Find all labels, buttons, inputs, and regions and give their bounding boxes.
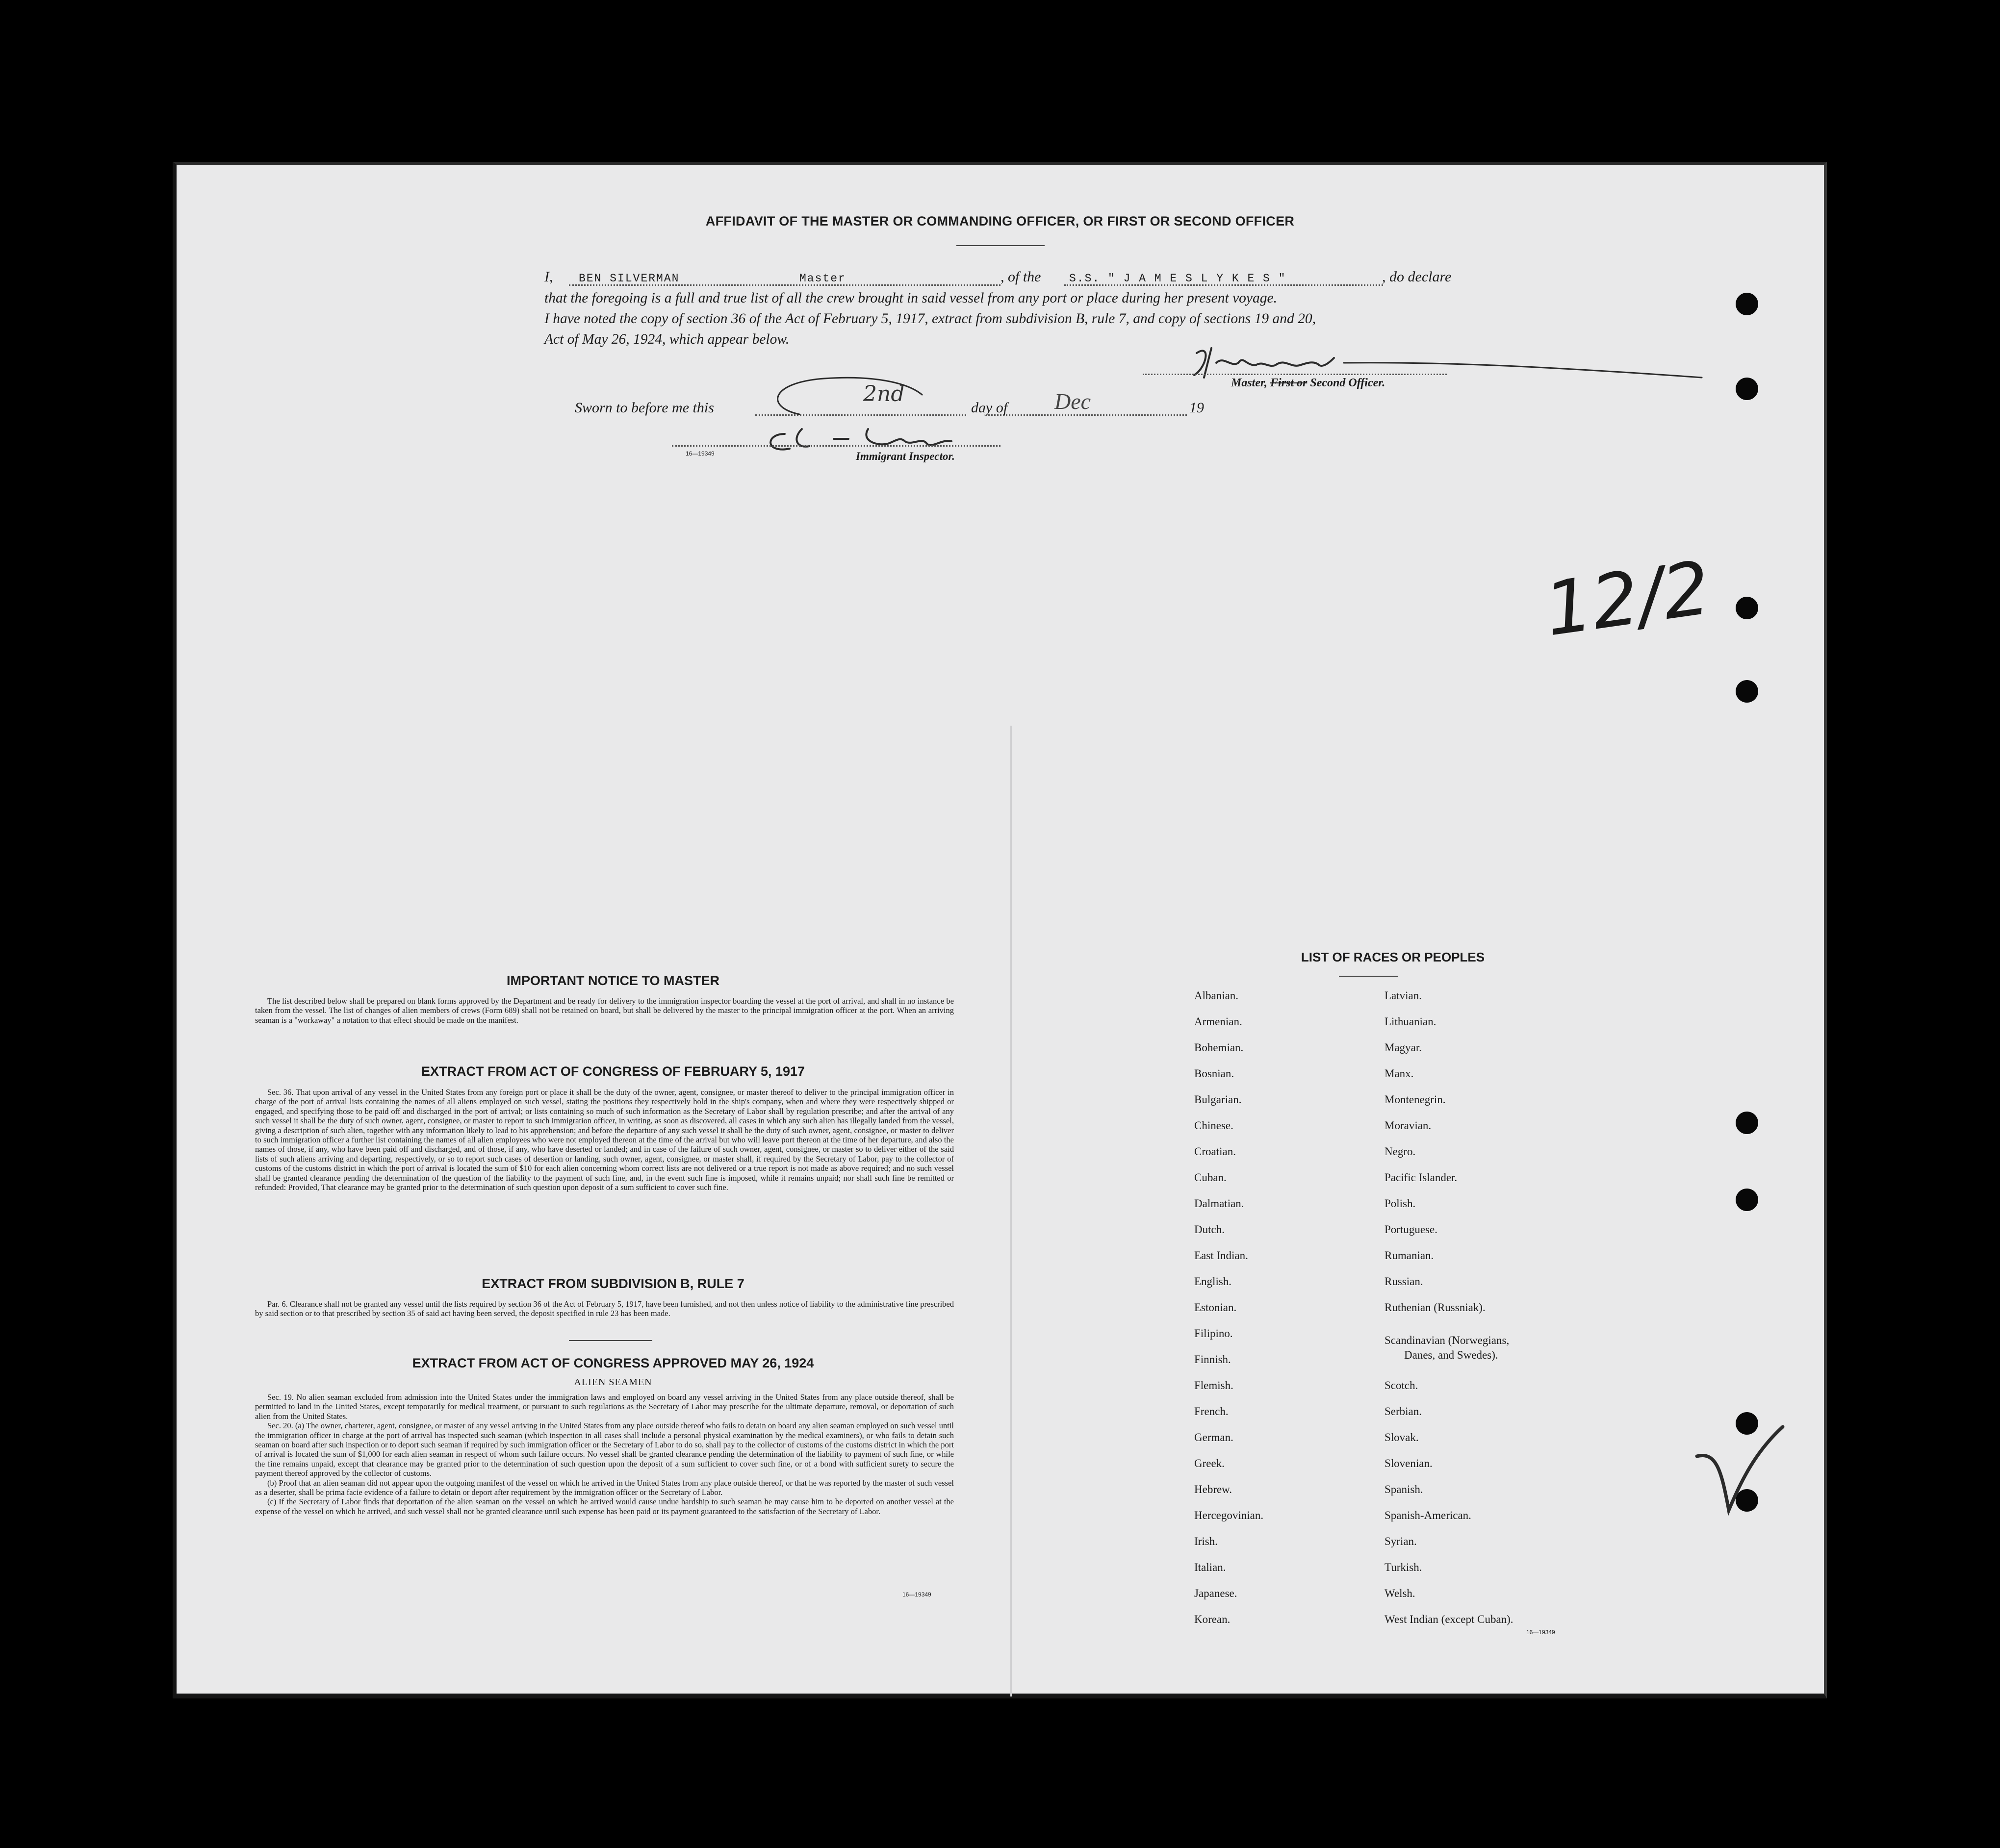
race-item: Magyar. <box>1385 1041 1422 1054</box>
race-item: Korean. <box>1194 1613 1231 1625</box>
rule-7-title: EXTRACT FROM SUBDIVISION B, RULE 7 <box>482 1276 744 1291</box>
race-item: Serbian. <box>1385 1405 1422 1418</box>
race-item: Albanian. <box>1194 989 1239 1002</box>
race-item: Syrian. <box>1385 1535 1417 1547</box>
sec-36-paragraph: Sec. 36. That upon arrival of any vessel in the United States from any foreign port or place it shall be the duty of the owner, agent, consignee, or master thereof to deliver to the principal immigration officer in charge of the port of arrival lists containing the names of all aliens employed on such vessel, stating the positions they respectively hold in the ship's company, when and where they were respectively shipped or engaged, and specifying those to be paid off and discharged in the port of arrival; or lists containing so much of such information as the Secretary of Labor shall by regulation prescribe; and after the arrival of any such vessel it shall be the duty of such owner, agent, consignee, or master to report to such immigration officer, in writing, as soon as discovered, all cases in which any such alien has illegally landed from the vessel, giving a description of such alien, together with any information likely to lead to his apprehension; and before the departure of any such vessel it shall be the duty of such owner, agent, consignee, or master to deliver to such immigration officer a further list containing the names of all alien employees who were not employed thereon at the time of the arrival but who will leave port thereon at the time of her departure, and also the names of those, if any, who have been paid off and discharged, and of those, if any, who have deserted or landed; and in case of the failure of such owner, agent, consignee, or master so to deliver either of the said lists of such aliens arriving and departing, respectively, or so to report such cases of desertion or landing, such owner, agent, consignee, or master shall, if required by the Secretary of Labor, pay to the collector of customs of the customs district in which the port of arrival is located the sum of $10 for each alien concerning whom correct lists are not delivered or a true report is not made as above required; and no such vessel shall be granted clearance pending the determination of the question of the liability to the payment of such fine, and, in the event such fine is imposed, while it remains unpaid; nor shall such fine be remitted or refunded: Provided, That clearance may be granted prior to the determination of such question upon deposit of a sum sufficient to cover such fine. <box>255 1088 954 1192</box>
race-item: East Indian. <box>1194 1249 1248 1262</box>
race-item: Croatian. <box>1194 1145 1236 1158</box>
race-item: French. <box>1194 1405 1229 1418</box>
race-item: Finnish. <box>1194 1353 1231 1366</box>
punch-hole <box>1736 1112 1758 1134</box>
notice-title: IMPORTANT NOTICE TO MASTER <box>507 973 719 988</box>
race-item: Turkish. <box>1385 1561 1422 1573</box>
race-item: Hebrew. <box>1194 1483 1232 1495</box>
extract-1917-text <box>255 1088 954 1192</box>
race-item: Slovak. <box>1385 1431 1419 1443</box>
day-of-text: day of <box>971 400 1008 416</box>
race-item: Slovenian. <box>1385 1457 1433 1469</box>
race-item: Greek. <box>1194 1457 1225 1469</box>
extract-1917-title: EXTRACT FROM ACT OF CONGRESS OF FEBRUARY 5, 1917 <box>421 1064 805 1079</box>
signature-line <box>1143 374 1447 375</box>
race-item: Russian. <box>1385 1275 1423 1288</box>
race-item: Bosnian. <box>1194 1067 1234 1080</box>
affidavit-form-number: 16—19349 <box>686 450 715 457</box>
vessel-name: S.S. " J A M E S L Y K E S " <box>1069 272 1286 285</box>
race-item: Dalmatian. <box>1194 1197 1244 1210</box>
affidavit-title: AFFIDAVIT OF THE MASTER OR COMMANDING OFFICER, OR FIRST OR SECOND OFFICER <box>705 214 1295 228</box>
inspector-line <box>672 445 1000 447</box>
master-rank: Master <box>799 272 846 285</box>
vessel-line <box>1064 284 1383 286</box>
rule-7-paragraph: Par. 6. Clearance shall not be granted any vessel until the lists required by section 36 of the Act of February 5, 1917, have been furnished, and not then unless notice of liability to the administrative fine prescribed by said section or to that prescribed by section 35 of said act having been served, the deposit specified in rule 23 has been made. <box>255 1299 954 1318</box>
rule-7-text <box>255 1299 954 1318</box>
sworn-day: 2nd <box>863 381 905 406</box>
race-item: Scotch. <box>1385 1379 1418 1392</box>
race-item: Armenian. <box>1194 1015 1242 1028</box>
race-item: Polish. <box>1385 1197 1416 1210</box>
race-item: Hercegovinian. <box>1194 1509 1264 1521</box>
race-item: Welsh. <box>1385 1587 1415 1599</box>
race-item: West Indian (except Cuban). <box>1385 1613 1513 1625</box>
sworn-day-flourish <box>745 373 951 417</box>
race-item: Bulgarian. <box>1194 1093 1242 1106</box>
races-form-number: 16—19349 <box>1526 1629 1555 1636</box>
handwritten-date: 12/2 <box>1539 545 1716 653</box>
race-item: Italian. <box>1194 1561 1226 1573</box>
race-item: Manx. <box>1385 1067 1414 1080</box>
extract-form-number: 16—19349 <box>902 1591 931 1598</box>
declarant-pronoun: I, <box>544 269 553 285</box>
extract-1924-title: EXTRACT FROM ACT OF CONGRESS APPROVED MAY 26, 1924 <box>412 1356 814 1370</box>
punch-hole <box>1736 597 1758 619</box>
master-name: BEN SILVERMAN <box>579 272 680 285</box>
race-item: Dutch. <box>1194 1223 1225 1236</box>
master-signature <box>1138 338 1707 392</box>
month-line <box>986 414 1187 416</box>
race-item: Bohemian. <box>1194 1041 1244 1054</box>
race-item: Cuban. <box>1194 1171 1227 1184</box>
punch-hole <box>1736 293 1758 315</box>
race-item: Moravian. <box>1385 1119 1432 1132</box>
sec-20c-paragraph: (c) If the Secretary of Labor finds that deportation of the alien seaman on the vessel on which he arrived would cause undue hardship to such seaman he may cause him to be deported on another vessel at the expense of the vessel on which he arrived, and such vessel shall not be granted clearance until such expense has been paid or its payment guaranteed to the satisfaction of the Secretary of Labor. <box>255 1497 954 1516</box>
race-item: German. <box>1194 1431 1233 1443</box>
punch-hole <box>1736 680 1758 703</box>
of-the-text: , of the <box>1000 269 1041 285</box>
race-item: Latvian. <box>1385 989 1422 1002</box>
caption-master: Master, <box>1231 377 1268 389</box>
race-item: Lithuanian. <box>1385 1015 1436 1028</box>
rule-7-divider <box>569 1340 652 1341</box>
race-item: Irish. <box>1194 1535 1218 1547</box>
race-item: Rumanian. <box>1385 1249 1434 1262</box>
sec-20b-paragraph: (b) Proof that an alien seaman did not appear upon the outgoing manifest of the vessel on which he arrived in the United States from any place outside thereof, or that he was reported by the master of such vessel as a deserter, shall be prima facie evidence of a failure to detain or deport after requirement by the immigration officer or the Secretary of Labor. <box>255 1478 954 1497</box>
race-item-continuation: Danes, and Swedes). <box>1404 1349 1498 1361</box>
sec-19-paragraph: Sec. 19. No alien seaman excluded from admission into the United States under the immigration laws and employed on board any vessel arriving in the United States from any place outside thereof, shall be permitted to land in the United States, except temporarily for medical treatment, or pursuant to such regulations as the Secretary of Labor may prescribe for the ultimate departure, removal, or deportation of such alien from the United States. <box>255 1392 954 1421</box>
race-item: Negro. <box>1385 1145 1416 1158</box>
alien-seamen-subtitle: ALIEN SEAMEN <box>574 1377 652 1388</box>
declaration-line-4: Act of May 26, 1924, which appear below. <box>544 331 790 347</box>
page-fold <box>1010 726 1012 1696</box>
race-item: Pacific Islander. <box>1385 1171 1458 1184</box>
race-item: Spanish-American. <box>1385 1509 1471 1521</box>
declaration-line-2: that the foregoing is a full and true list of all the crew brought in said vessel from any port or place during her present voyage. <box>544 290 1277 306</box>
signature-caption <box>1231 377 1385 390</box>
races-divider <box>1339 976 1398 977</box>
race-item: Chinese. <box>1194 1119 1233 1132</box>
race-item: Spanish. <box>1385 1483 1423 1495</box>
sworn-month: Dec <box>1054 389 1091 414</box>
sworn-text: Sworn to before me this <box>575 400 714 416</box>
check-mark-icon <box>1687 1417 1785 1525</box>
declaration-line-3: I have noted the copy of section 36 of the Act of February 5, 1917, extract from subdivision B, rule 7, and copy of sections 19 and 20, <box>544 311 1316 327</box>
notice-paragraph: The list described below shall be prepared on blank forms approved by the Department and be ready for delivery to the immigration inspector boarding the vessel at the port of arrival, and shall in no instance be taken from the vessel. The list of changes of alien members of crews (Form 689) shall not be retained on board, but shall be delivered by the master to the principal immigration officer at the port. When an arriving seaman is a "workaway" a notation to that effect should be made on the manifest. <box>255 996 954 1025</box>
year-prefix: 19 <box>1189 400 1204 416</box>
race-item: Scandinavian (Norwegians, <box>1385 1334 1510 1346</box>
sec-20a-paragraph: Sec. 20. (a) The owner, charterer, agent, consignee, or master of any vessel arriving in the United States from any place outside thereof who fails to detain on board any alien seaman employed on such vessel until the immigration officer in charge at the port of arrival has inspected such seaman (which inspection in all cases shall include a personal physical examination by the medical examiners), or who fails to detain such seaman on board after such inspection or to deport such seaman if required by such immigration officer or the Secretary of Labor to do so, shall pay to the collector of customs of the customs district in which the port of arrival is located the sum of $1,000 for each alien seaman in respect of whom such failure occurs. No vessel shall be granted clearance pending the determination of the liability to payment of such fine, or while the fine remains unpaid, except that clearance may be granted prior to the determination of such question upon the deposit of a sum sufficient to cover such fine, or of a bond with sufficient surety to secure the payment thereof approved by the collector of customs. <box>255 1421 954 1478</box>
race-item: Portuguese. <box>1385 1223 1437 1236</box>
name-line <box>569 284 1000 286</box>
do-declare-text: , do declare <box>1382 269 1452 285</box>
race-item: Flemish. <box>1194 1379 1233 1392</box>
notice-text <box>255 996 954 1025</box>
punch-hole <box>1736 1189 1758 1211</box>
inspector-caption: Immigrant Inspector. <box>856 450 955 462</box>
extract-1924-text <box>255 1392 954 1516</box>
race-item: Japanese. <box>1194 1587 1237 1599</box>
race-item: Ruthenian (Russniak). <box>1385 1301 1486 1314</box>
title-divider <box>956 245 1045 246</box>
punch-hole <box>1736 378 1758 400</box>
race-item: Filipino. <box>1194 1327 1233 1340</box>
race-item: English. <box>1194 1275 1232 1288</box>
races-title: LIST OF RACES OR PEOPLES <box>1301 950 1485 964</box>
caption-struck: First or <box>1270 377 1308 389</box>
caption-second-officer: Second Officer. <box>1310 377 1385 389</box>
race-item: Montenegrin. <box>1385 1093 1446 1106</box>
race-item: Estonian. <box>1194 1301 1237 1314</box>
